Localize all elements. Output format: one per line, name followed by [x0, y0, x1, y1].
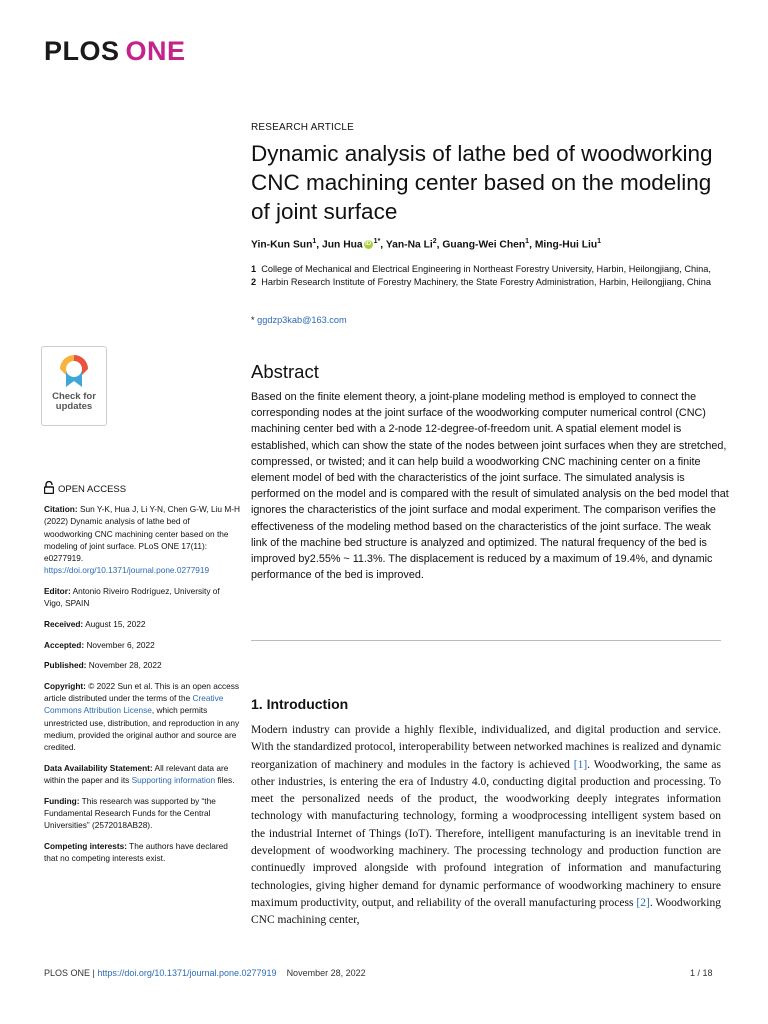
- copyright-text: © 2022 Sun et al. This is an open access article distributed under the terms of the: [44, 680, 240, 704]
- published-date: November 28, 2022: [88, 660, 162, 671]
- accepted-label: Accepted:: [44, 639, 85, 650]
- citation-label: Citation:: [44, 504, 78, 514]
- affil-text: Harbin Research Institute of Forestry Machinery, the State Forestry Administration, Harbin, Heilongjiang, China: [261, 277, 711, 287]
- accepted-block: [44, 639, 240, 651]
- received-label: Received:: [44, 618, 84, 629]
- supporting-info-link[interactable]: Supporting information: [131, 775, 216, 786]
- affil-number: 1: [251, 264, 257, 274]
- footer-separator: |: [92, 968, 95, 978]
- page-footer: [44, 968, 366, 978]
- author-name[interactable]: Ming-Hui Liu: [534, 239, 598, 251]
- editor-text: Antonio Riveiro Rodríguez, University of Vigo, SPAIN: [44, 586, 220, 609]
- open-access-text: OPEN ACCESS: [58, 483, 127, 495]
- competing-interests-label: Competing interests:: [44, 840, 127, 851]
- author-affil-sup: 2: [432, 238, 437, 245]
- editor-label: Editor:: [44, 586, 71, 597]
- author-affil-sup: 1: [597, 238, 602, 245]
- author-name[interactable]: Yan-Na Li: [385, 239, 433, 251]
- email-link[interactable]: ggdzp3kab@163.com: [257, 315, 347, 325]
- published-label: Published:: [44, 660, 87, 671]
- corresponding-email: [251, 315, 347, 325]
- intro-text-part: . Woodworking, the same as other industries, is entering the era of Industry 4.0, conducting digital production and processing. To meet the personalized needs of the product, the woodworking deeply integrates information technology with manufacturing technology, forming a woodprocessing intelligent system based on the industrial Internet of Things (IoT). Therefore, intelligent manufacturing is an inevitable trend in development of woodworking machinery. The processing technology and production function are continuedly improved alongside with profound integration of information and manufacturing technologies, giving higher demand for dynamic performance of woodworking machinery to ensure maximum productivity, output, and reliability of the overall manufacturing process: [251, 758, 721, 909]
- abstract-divider: [251, 640, 721, 641]
- open-lock-icon: [44, 481, 54, 497]
- author-list: Yin-Kun Sun$^1$, Jun Hua iD $^{1*}$, Yan-Na Li$^2$, Guang-Wei Chen$^1$, Ming-Hui Liu$^1$: [251, 238, 602, 251]
- data-availability-block: [44, 762, 240, 787]
- competing-interests-text: The authors have declared that no competing interests exist.: [44, 840, 228, 864]
- citation-block: [44, 503, 240, 577]
- logo-plos: PLOS: [44, 36, 120, 66]
- affiliations: [251, 263, 721, 289]
- received-block: [44, 618, 240, 630]
- abstract-heading: Abstract: [251, 361, 319, 382]
- editor-block: [44, 585, 240, 610]
- accepted-date: November 6, 2022: [86, 639, 155, 650]
- crossmark-icon: [58, 353, 90, 391]
- copyright-text: , which permits unrestricted use, distribution, and reproduction in any medium, provided the original author and source are credited.: [44, 705, 240, 753]
- published-block: [44, 659, 240, 671]
- reference-link[interactable]: [1]: [573, 758, 588, 771]
- introduction-heading: 1. Introduction: [251, 696, 349, 712]
- data-availability-label: Data Availability Statement:: [44, 762, 153, 773]
- competing-interests-block: [44, 840, 240, 865]
- open-access-label: [44, 481, 126, 497]
- copyright-block: [44, 680, 240, 754]
- journal-logo: [44, 36, 186, 67]
- abstract-text: Based on the finite element theory, a joint-plane modeling method is employed to connect the corresponding nodes at the joint surface of the woodworking computer numerical control (CNC) machining center bed with a 2-node 12-degree-of-freedom unit. A spatial element model is established, which can show the state of the nodes between joint surfaces when they are stretched, compressed, or twisted; and it can help build a woodworking CNC machining center on a finite element model of bed with the characteristics of the joint surface. The simulated analysis is performed on the model and is compared with the result of simulated analysis on the bed model that ignores the characteristics of the joint surface and modal experiment. The comparison verifies the effectiveness of the modeling method based on the characteristics of the joint surface. The weak link of the machine bed structure is analyzed and optimized. The natural frequency of the bed is improved by2.55% ~ 11.3%. The displacement is reduced by a maximum of 19.4%, and dynamic performance of the bed is improved.: [251, 391, 729, 582]
- citation-text: Sun Y-K, Hua J, Li Y-N, Chen G-W, Liu M-H (2022) Dynamic analysis of lathe bed of woodworking CNC machining center based on the modeling of joint surface. PLoS ONE 17(11): e0277919.: [44, 504, 240, 564]
- author-affil-sup: 1: [312, 238, 317, 245]
- footer-doi-link[interactable]: https://doi.org/10.1371/journal.pone.0277919: [97, 968, 277, 978]
- affil-text: College of Mechanical and Electrical Engineering in Northeast Forestry University, Harbin, Heilongjiang, China,: [261, 264, 711, 274]
- funding-label: Funding:: [44, 795, 80, 806]
- data-availability-text: All relevant data are within the paper and its: [44, 762, 229, 786]
- intro-text-part: Modern industry can provide a highly flexible, individualized, and digital production and service. With the standardized protocol, interoperability between networked machines is realized and dynamic reorganization of machinery and modules in the factory is achieved: [251, 724, 721, 771]
- funding-text: This research was supported by “the Fundamental Research Funds for the Central Universities” (2572018AB28).: [44, 795, 216, 831]
- author-name[interactable]: Jun Hua: [322, 239, 363, 251]
- footer-journal: PLOS ONE: [44, 968, 91, 978]
- introduction-text: [251, 722, 721, 930]
- article-title: Dynamic analysis of lathe bed of woodworking CNC machining center based on the modeling of joint surface: [251, 141, 713, 224]
- corresponding-mark: *: [377, 238, 381, 245]
- author-name[interactable]: Yin-Kun Sun: [251, 239, 313, 251]
- copyright-label: Copyright:: [44, 680, 86, 691]
- badge-line: Check for: [52, 391, 96, 402]
- author-affil-sup: 1: [373, 238, 378, 245]
- article-type: RESEARCH ARTICLE: [251, 122, 355, 133]
- check-for-updates-badge[interactable]: [41, 346, 107, 426]
- article-info-sidebar: [44, 503, 240, 873]
- footer-date: November 28, 2022: [286, 968, 366, 978]
- funding-block: [44, 795, 240, 832]
- intro-text-part: . Woodworking CNC machining center,: [251, 896, 721, 927]
- orcid-icon[interactable]: iD: [365, 241, 372, 248]
- license-link[interactable]: Creative Commons Attribution License: [44, 693, 224, 716]
- affil-number: 2: [251, 277, 257, 287]
- citation-doi-link[interactable]: https://doi.org/10.1371/journal.pone.0277919: [44, 565, 210, 576]
- reference-link[interactable]: [2]: [636, 896, 650, 909]
- received-date: August 15, 2022: [85, 618, 146, 629]
- data-availability-text: files.: [217, 775, 235, 786]
- page-number: 1 / 18: [690, 968, 713, 978]
- email-star: *: [251, 315, 255, 325]
- author-name[interactable]: Guang-Wei Chen: [442, 239, 526, 251]
- author-affil-sup: 1: [525, 238, 530, 245]
- badge-text: [42, 392, 106, 412]
- logo-one: ONE: [125, 36, 186, 66]
- badge-line: updates: [55, 401, 93, 412]
